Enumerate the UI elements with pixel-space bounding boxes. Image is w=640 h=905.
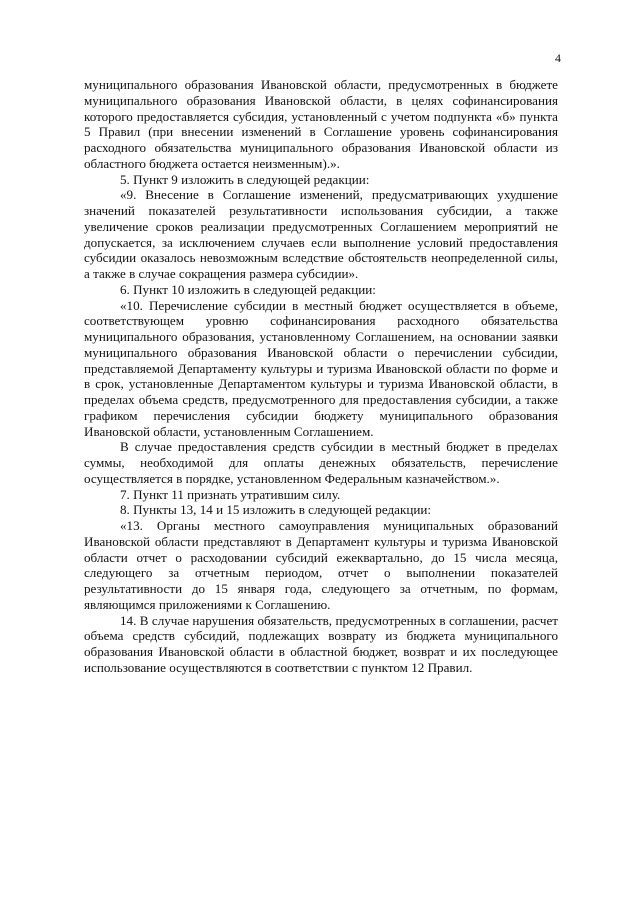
paragraph-clause-10-continuation: В случае предоставления средств субсидии в местный бюджет в пределах суммы, необходимой для оплаты денежных обязательств, перечисление осуществляется в порядке, установленном Федеральным казначейством.». <box>84 439 558 486</box>
paragraph-item-5: 5. Пункт 9 изложить в следующей редакции: <box>120 171 370 187</box>
paragraph-clause-9: «9. Внесение в Соглашение изменений, предусматривающих ухудшение значений показателей результативности использования субсидии, а также увеличение сроков реализации предусмотренных Соглашением мероприятий не допускается, за исключением случаев если выполнение условий предоставления субсидии оказалось невозможным вследствие обстоятельств неопределенной силы, а также в случае сокращения размера субсидии». <box>84 187 558 281</box>
paragraph-item-7: 7. Пункт 11 признать утратившим силу. <box>120 486 341 502</box>
paragraph-continuation: муниципального образования Ивановской области, предусмотренных в бюджете муниципального образования Ивановской области, в целях софинансирования которого предоставляется субсидия, установленный с учетом подпункта «б» пункта 5 Правил (при внесении изменений в Соглашение уровень софинансирования расходного обязательства муниципального образования Ивановской области из областного бюджета остается неизменным).». <box>84 77 558 171</box>
paragraph-clause-13: «13. Органы местного самоуправления муниципальных образований Ивановской области представляют в Департамент культуры и туризма Ивановской области отчет о расходовании субсидий ежеквартально, до 15 числа месяца, следующего за отчетным периодом, отчет о выполнении показателей результативности до 15 января года, следующего за отчетным, по формам, являющимся приложениями к Соглашению. <box>84 518 558 612</box>
page-number: 4 <box>555 51 561 65</box>
paragraph-item-8: 8. Пункты 13, 14 и 15 изложить в следующей редакции: <box>120 502 431 518</box>
paragraph-clause-10: «10. Перечисление субсидии в местный бюджет осуществляется в объеме, соответствующем уровню софинансирования расходного обязательства муниципального образования, установленному Соглашением, на основании заявки муниципального образования Ивановской области о перечислении субсидии, представляемой Департаменту культуры и туризма Ивановской области по форме и в срок, установленные Департаментом культуры и туризма Ивановской области, в пределах объема средств, предусмотренного для предоставления субсидии, а также графиком перечисления субсидии бюджету муниципального образования Ивановской области, установленным Соглашением. <box>84 297 558 439</box>
paragraph-item-6: 6. Пункт 10 изложить в следующей редакции: <box>120 281 376 297</box>
paragraph-clause-14: 14. В случае нарушения обязательств, предусмотренных в соглашении, расчет объема средств субсидий, подлежащих возврату из бюджета муниципального образования Ивановской области в областной бюджет, возврат и их последующее использование осуществляются в соответствии с пунктом 12 Правил. <box>84 612 558 675</box>
document-body <box>84 77 558 676</box>
